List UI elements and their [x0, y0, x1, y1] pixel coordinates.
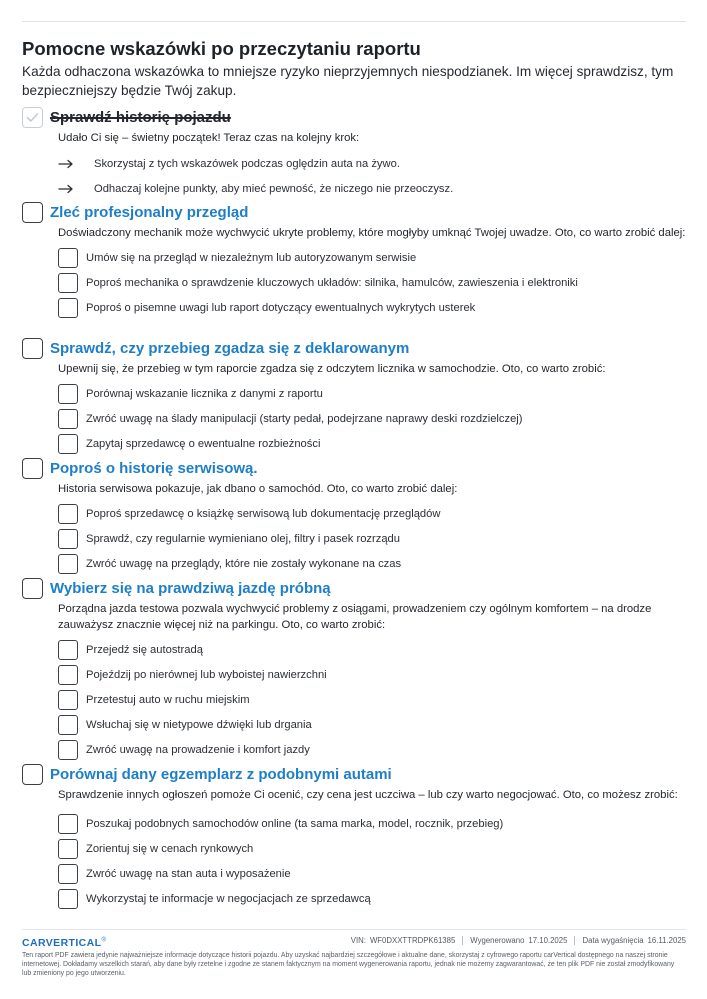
item-text: Zorientuj się w cenach rynkowych: [86, 843, 254, 855]
carvertical-logo: CARVERTICAL®: [22, 937, 106, 949]
item-text: Wykorzystaj te informacje w negocjacjach ze sprzedawcą: [86, 893, 371, 905]
item-checkbox[interactable]: [58, 889, 78, 909]
item-text: Poproś o pisemne uwagi lub raport dotyczący ewentualnych wykrytych usterek: [86, 302, 476, 314]
vin-value: WF0DXXTTRDPK61385: [369, 936, 456, 945]
item-checkbox[interactable]: [58, 384, 78, 404]
item-text: Porównaj wskazanie licznika z danymi z raportu: [86, 388, 323, 400]
footer-disclaimer: Ten raport PDF zawiera jedynie najważniejsze informacje dotyczące historii pojazdu. Aby uzyskać najbardziej szczegółowe i aktualne dane, skorzystaj z cyfrowego raportu carVertical dostępnego na naszej stronie internetowej. Dokładamy wszelkich starań, aby dane były rzetelne i zgodne ze stanem faktycznym na moment wygenerowania raportu, jednak nie możemy zagwarantować, że ten plik PDF nie został zmodyfikowany lub zmieniony po jego utworzeniu.: [22, 952, 675, 978]
arrow-right-icon: [58, 159, 80, 169]
item-text: Zwróć uwagę na stan auta i wyposażenie: [86, 868, 291, 880]
list-item: [58, 812, 690, 837]
meta-separator: [462, 936, 463, 945]
footer-divider: [22, 929, 686, 930]
list-item: [58, 152, 690, 177]
item-checkbox[interactable]: [58, 529, 78, 549]
page-subtitle: Każda odhaczona wskazówka to mniejsze ryzyko nieprzyjemnych niespodzianek. Im więcej sprawdzisz, tym bezpieczniejszy będzie Twój zakup.: [22, 64, 674, 98]
item-checkbox[interactable]: [58, 864, 78, 884]
generated-date: 17.10.2025: [528, 936, 568, 945]
check-icon: [26, 112, 39, 123]
page-title: Pomocne wskazówki po przeczytaniu raportu: [22, 38, 421, 59]
item-checkbox[interactable]: [58, 298, 78, 318]
generated-label: Wygenerowano: [470, 936, 525, 945]
section-checkbox-checked[interactable]: [22, 107, 43, 128]
list-item: [58, 432, 690, 457]
section-title: Sprawdź, czy przebieg zgadza się z deklarowanym: [50, 339, 410, 357]
item-text: Zwróć uwagę na przeglądy, które nie zostały wykonane na czas: [86, 558, 402, 570]
list-item: [58, 887, 690, 912]
checklist-section-inspection: [22, 201, 690, 321]
list-item: [58, 407, 690, 432]
arrow-right-icon: [58, 184, 80, 194]
list-item: [58, 296, 690, 321]
item-checkbox[interactable]: [58, 409, 78, 429]
item-text: Skorzystaj z tych wskazówek podczas oględzin auta na żywo.: [94, 158, 400, 170]
item-checkbox[interactable]: [58, 814, 78, 834]
item-text: Umów się na przegląd w niezależnym lub autoryzowanym serwisie: [86, 252, 417, 264]
section-title: Sprawdź historię pojazdu: [50, 108, 231, 126]
checklist-section-test-drive: [22, 577, 690, 762]
section-checkbox[interactable]: [22, 578, 43, 599]
item-checkbox[interactable]: [58, 554, 78, 574]
item-checkbox[interactable]: [58, 715, 78, 735]
list-item: [58, 502, 690, 527]
list-item: [58, 837, 690, 862]
list-item: [58, 662, 690, 687]
checklist-section-compare: [22, 763, 690, 912]
item-checkbox[interactable]: [58, 665, 78, 685]
item-text: Zapytaj sprzedawcę o ewentualne rozbieżności: [86, 438, 321, 450]
list-item: [58, 737, 690, 762]
item-text: Zwróć uwagę na ślady manipulacji (starty pedał, podejrzane naprawy deski rozdzielczej): [86, 413, 523, 425]
section-title: Wybierz się na prawdziwą jazdę próbną: [50, 579, 331, 597]
item-checkbox[interactable]: [58, 248, 78, 268]
section-title: Poproś o historię serwisową.: [50, 459, 258, 477]
checklist-section-service-history: [22, 457, 690, 577]
list-item: [58, 687, 690, 712]
list-item: [58, 712, 690, 737]
item-text: Przetestuj auto w ruchu miejskim: [86, 693, 250, 706]
checklist-section-mileage: [22, 337, 690, 457]
item-checkbox[interactable]: [58, 504, 78, 524]
list-item: [58, 246, 690, 271]
section-description: Udało Ci się – świetny początek! Teraz czas na kolejny krok:: [58, 132, 360, 144]
vin-label: VIN:: [350, 936, 366, 945]
item-text: Poproś mechanika o sprawdzenie kluczowych układów: silnika, hamulców, zawieszenia i elektroniki: [86, 277, 578, 289]
item-text: Poproś sprzedawcę o książkę serwisową lub dokumentację przeglądów: [86, 508, 441, 520]
list-item: [58, 382, 690, 407]
checklist-section-vehicle-history: [22, 106, 690, 202]
list-item: [58, 862, 690, 887]
expiry-date: 16.11.2025: [647, 936, 686, 945]
section-title: Zleć profesjonalny przegląd: [50, 203, 249, 221]
section-title: Porównaj dany egzemplarz z podobnymi autami: [50, 765, 392, 783]
expiry-label: Data wygaśnięcia: [582, 936, 644, 945]
item-text: Odhaczaj kolejne punkty, aby mieć pewność, że niczego nie przeoczysz.: [94, 183, 454, 195]
list-item: [58, 552, 690, 577]
item-text: Przejedź się autostradą: [86, 643, 203, 656]
item-checkbox[interactable]: [58, 273, 78, 293]
section-description: Upewnij się, że przebieg w tym raporcie zgadza się z odczytem licznika w samochodzie. Oto, co warto zrobić:: [58, 363, 606, 375]
section-description: Historia serwisowa pokazuje, jak dbano o samochód. Oto, co warto zrobić dalej:: [58, 483, 458, 495]
section-description: Porządna jazda testowa pozwala wychwycić problemy z osiągami, prowadzeniem czy ogólnym komfortem – na drodze zauważysz znacznie więcej niż na parkingu. Oto, co warto zrobić:: [58, 603, 652, 631]
list-item: [58, 527, 690, 552]
list-item: [58, 637, 690, 662]
item-checkbox[interactable]: [58, 434, 78, 454]
item-text: Poszukaj podobnych samochodów online (ta sama marka, model, rocznik, przebieg): [86, 818, 504, 830]
item-checkbox[interactable]: [58, 740, 78, 760]
item-text: Zwróć uwagę na prowadzenie i komfort jazdy: [86, 743, 310, 756]
item-checkbox[interactable]: [58, 839, 78, 859]
item-text: Sprawdź, czy regularnie wymieniano olej, filtry i pasek rozrządu: [86, 533, 401, 545]
item-text: Wsłuchaj się w nietypowe dźwięki lub drgania: [86, 718, 312, 731]
section-description: Doświadczony mechanik może wychwycić ukryte problemy, które mogłyby umknąć Twojej uwadze. Oto, co warto zrobić dalej:: [58, 227, 686, 239]
item-text: Pojeździj po nierównej lub wyboistej nawierzchni: [86, 668, 327, 681]
section-description: Sprawdzenie innych ogłoszeń pomoże Ci ocenić, czy cena jest uczciwa – lub czy warto negocjować. Oto, co możesz zrobić:: [58, 789, 678, 801]
meta-separator: [574, 936, 575, 945]
section-checkbox[interactable]: [22, 338, 43, 359]
section-checkbox[interactable]: [22, 458, 43, 479]
section-checkbox[interactable]: [22, 202, 43, 223]
top-divider: [22, 21, 686, 22]
section-checkbox[interactable]: [22, 764, 43, 785]
item-checkbox[interactable]: [58, 690, 78, 710]
list-item: [58, 177, 690, 202]
item-checkbox[interactable]: [58, 640, 78, 660]
list-item: [58, 271, 690, 296]
report-meta: [351, 936, 686, 945]
